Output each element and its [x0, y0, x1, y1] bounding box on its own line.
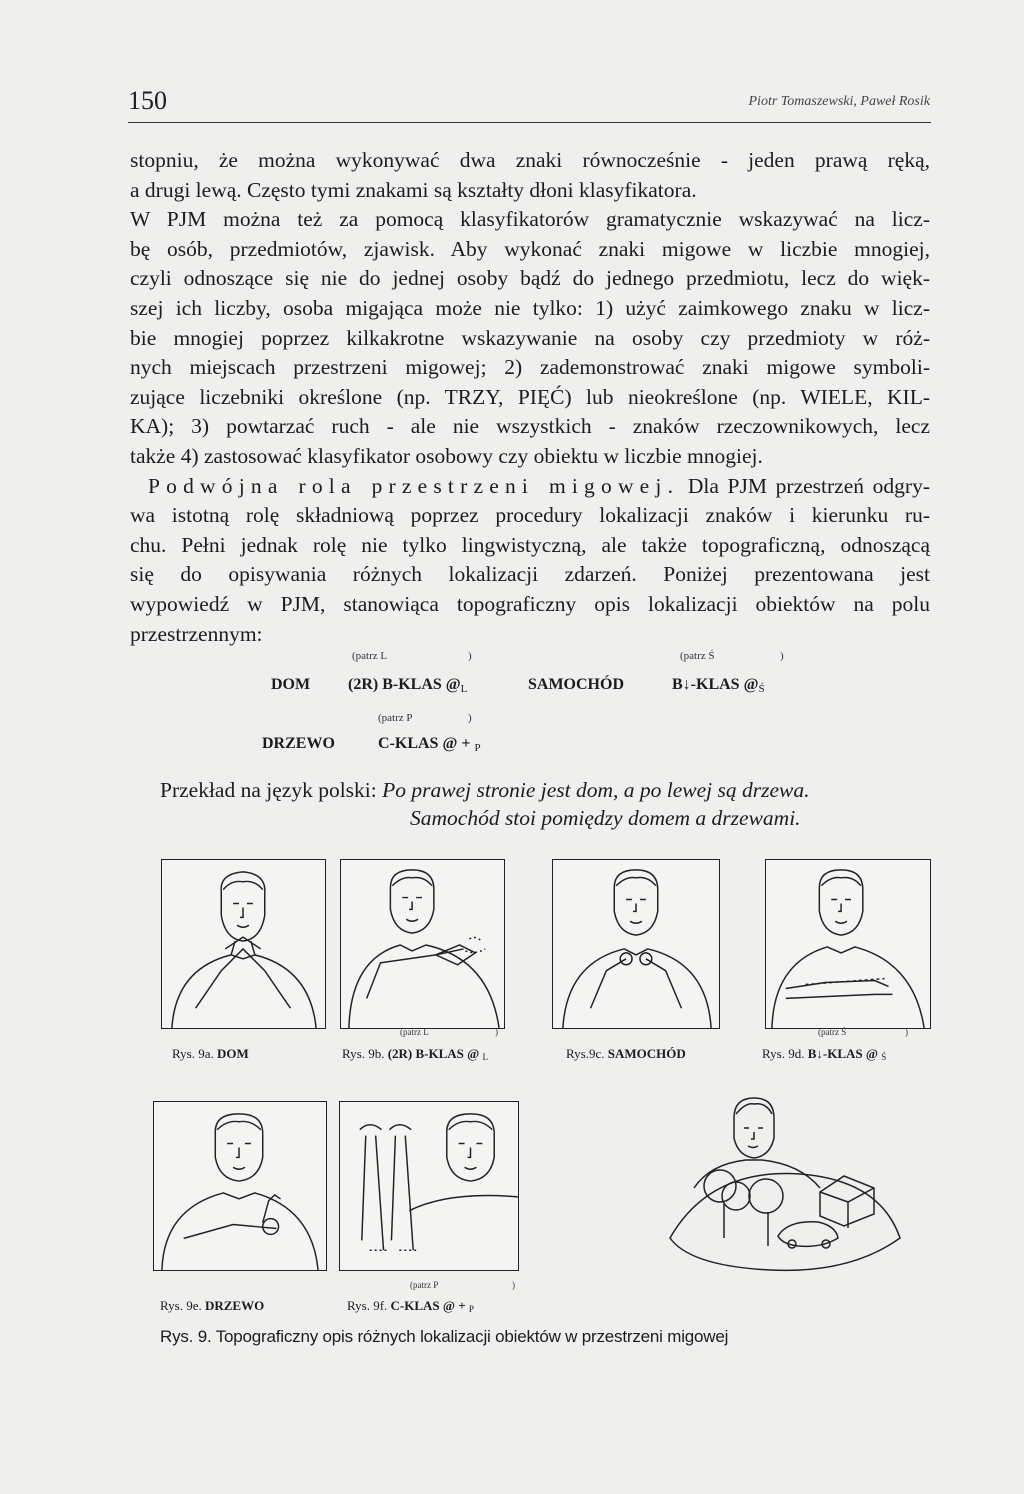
notation-note-close: ): [780, 650, 784, 662]
body-text: [130, 146, 930, 649]
body-line: chu. Pełni jednak rolę nie tylko lingwistyczną, ale także topograficzną, odnoszącą: [130, 532, 930, 557]
caption-9d-note: (patrz Ś: [818, 1027, 847, 1037]
caption-note-close: ): [512, 1280, 515, 1290]
caption-9d: Rys. 9d. B↓-KLAS @ $_Ś$: [762, 1046, 887, 1062]
body-line: a drugi lewą. Często tymi znakami są kształty dłoni klasyfikatora.: [130, 177, 697, 202]
header-rule: [128, 122, 931, 123]
section-heading: Podwójna rola przestrzeni migowej.: [148, 473, 680, 498]
translation-line-2: Samochód stoi pomiędzy domem a drzewami.: [410, 806, 801, 830]
figure-caption: Rys. 9. Topograficzny opis różnych lokalizacji obiektów w przestrzeni migowej: [160, 1327, 729, 1346]
caption-9f-note: (patrz P: [410, 1280, 439, 1290]
notation-note-s: (patrz Ś: [680, 650, 715, 662]
caption-9f: Rys. 9f. C-KLAS @ + $_P$: [347, 1298, 474, 1314]
body-line: czyli odnoszące się nie do jednej osoby bądź do jednego przedmiotu, lecz do więk-: [130, 266, 930, 291]
body-line: KA); 3) powtarzać ruch - ale nie wszystkich - znaków rzeczownikowych, lecz: [130, 414, 930, 439]
caption-9c: Rys.9c. SAMOCHÓD: [566, 1046, 686, 1061]
figure-9a-illustration: [161, 859, 326, 1029]
body-line: szej ich liczby, osoba migająca może nie tylko: 1) użyć zaimkowego znaku w licz-: [130, 295, 930, 320]
figure-9b-illustration: [340, 859, 505, 1029]
body-line: się do opisywania różnych lokalizacji zdarzeń. Poniżej prezentowana jest: [130, 562, 930, 587]
body-line: także 4) zastosować klasyfikator osobowy czy obiektu w liczbie mnogiej.: [130, 443, 763, 468]
section-first-line: [130, 472, 930, 502]
notation-note-close: ): [468, 650, 472, 662]
caption-9b: Rys. 9b. (2R) B-KLAS @ $_L$: [342, 1046, 489, 1062]
body-line: stopniu, że można wykonywać dwa znaki równocześnie - jeden prawą ręką,: [130, 148, 930, 172]
gloss-drzewo: DRZEWO: [262, 735, 335, 752]
body-line: przestrzennym:: [130, 621, 263, 646]
translation-line-1: Przekład na język polski: Po prawej stronie jest dom, a po lewej są drzewa.: [160, 778, 810, 802]
gloss-dom: DOM: [271, 676, 311, 693]
body-line: wa istotną rolę składniową poprzez procedury lokalizacji znaków i kierunku ru-: [130, 503, 930, 528]
figure-9e-illustration: [153, 1101, 327, 1271]
section-line-rest: Dla PJM przestrzeń odgry-: [687, 473, 930, 498]
notation-note-l: (patrz L: [352, 650, 388, 662]
caption-9a: Rys. 9a. DOM: [172, 1046, 249, 1061]
page-number: 150: [128, 86, 167, 115]
body-line: bie mnogiej poprzez kilkakrotne wskazywanie na osoby czy przedmioty w róż-: [130, 325, 930, 350]
body-line: wypowiedź w PJM, stanowiąca topograficzny opis lokalizacji obiektów na polu: [130, 591, 930, 616]
running-head: Piotr Tomaszewski, Paweł Rosik: [748, 94, 930, 109]
caption-9e: Rys. 9e. DRZEWO: [160, 1298, 265, 1313]
body-line: nych miejscach przestrzeni migowej; 2) zademonstrować znaki migowe symboli-: [130, 355, 930, 380]
notation-note-p: (patrz P: [378, 712, 413, 724]
gloss-b-klas-s: B↓-KLAS $@_Ś$: [672, 676, 765, 695]
caption-note-close: ): [495, 1027, 498, 1037]
caption-9b-note: (patrz L: [400, 1027, 429, 1037]
body-line: bę osób, przedmiotów, zjawisk. Aby wykonać znaki migowe w liczbie mnogiej,: [130, 236, 930, 261]
figure-scene-illustration: [650, 1088, 915, 1274]
figure-9f-illustration: [339, 1101, 519, 1271]
figure-9c-illustration: [552, 859, 720, 1029]
figure-9d-illustration: [765, 859, 931, 1029]
gloss-samochod: SAMOCHÓD: [528, 676, 624, 693]
gloss-c-klas-p: C-KLAS @ + $_P$: [378, 735, 481, 754]
caption-note-close: ): [905, 1027, 908, 1037]
body-line: zujące liczebniki określone (np. TRZY, PIĘĆ) lub nieokreślone (np. WIELE, KIL-: [130, 384, 930, 409]
body-line: W PJM można też za pomocą klasyfikatorów gramatycznie wskazywać na licz-: [130, 207, 930, 232]
gloss-b-klas-l: (2R) B-KLAS $@_L$: [348, 676, 468, 695]
notation-note-close: ): [468, 712, 472, 724]
